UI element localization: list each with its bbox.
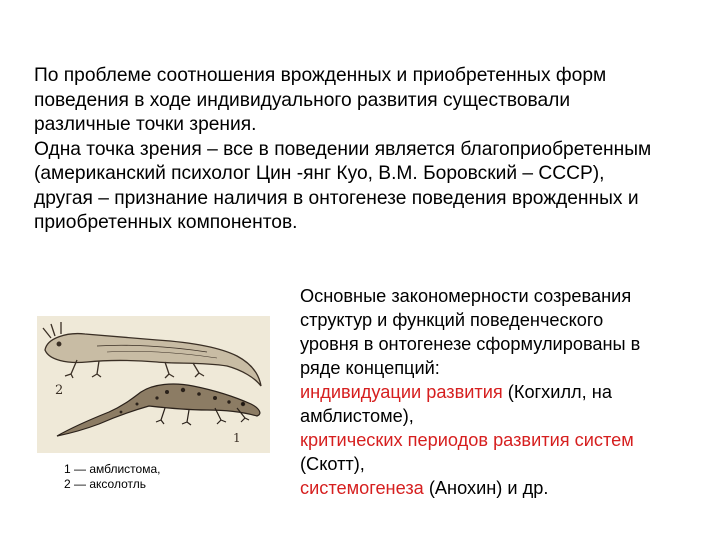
concepts-line: ряде концепций: — [300, 358, 440, 378]
concept-systemogenesis-term: системогенеза — [300, 478, 424, 498]
concept-individuation — [300, 380, 692, 404]
intro-line: приобретенных компонентов. — [34, 212, 298, 233]
concept-critical-periods-note: (Скотт), — [300, 454, 365, 474]
concepts-line: уровня в онтогенезе сформулированы в — [300, 334, 641, 354]
concepts-line: Основные закономерности созревания — [300, 286, 632, 306]
concept-systemogenesis — [300, 476, 692, 500]
concepts-text-block — [300, 284, 692, 500]
intro-line: различные точки зрения. — [34, 114, 257, 135]
salamander-drawing — [37, 316, 270, 453]
salamander-illustration — [37, 316, 270, 453]
figure-label-1: 1 — [233, 431, 241, 445]
ambystoma-drawing — [57, 384, 260, 436]
axolotl-drawing — [43, 322, 261, 386]
intro-line: поведения в ходе индивидуального развития существовали — [34, 89, 571, 111]
concept-critical-periods-term: критических периодов развития систем — [300, 430, 634, 450]
figure-label-2: 2 — [55, 383, 64, 398]
intro-line: другая – признание наличия в онтогенезе поведения врожденных и — [34, 187, 639, 209]
concepts-line: амблистоме), — [300, 406, 414, 426]
intro-text-block — [34, 64, 694, 236]
intro-line: По проблеме соотношения врожденных и приобретенных форм — [34, 65, 607, 86]
concept-individuation-note: (Когхилл, на — [502, 382, 612, 402]
concept-systemogenesis-note: (Анохин) и др. — [423, 478, 549, 498]
concepts-line: структур и функций поведенческого — [300, 310, 604, 330]
caption-line: 2 — аксолотль — [64, 477, 146, 491]
intro-line: (американский психолог Цин -янг Куо, В.М. Боровский – СССР), — [34, 163, 605, 184]
figure-caption — [64, 462, 160, 492]
intro-line: Одна точка зрения – все в поведении является благоприобретенным — [34, 138, 652, 160]
concept-individuation-term: индивидуации развития — [300, 382, 503, 402]
caption-line: 1 — амблистома, — [64, 462, 161, 476]
